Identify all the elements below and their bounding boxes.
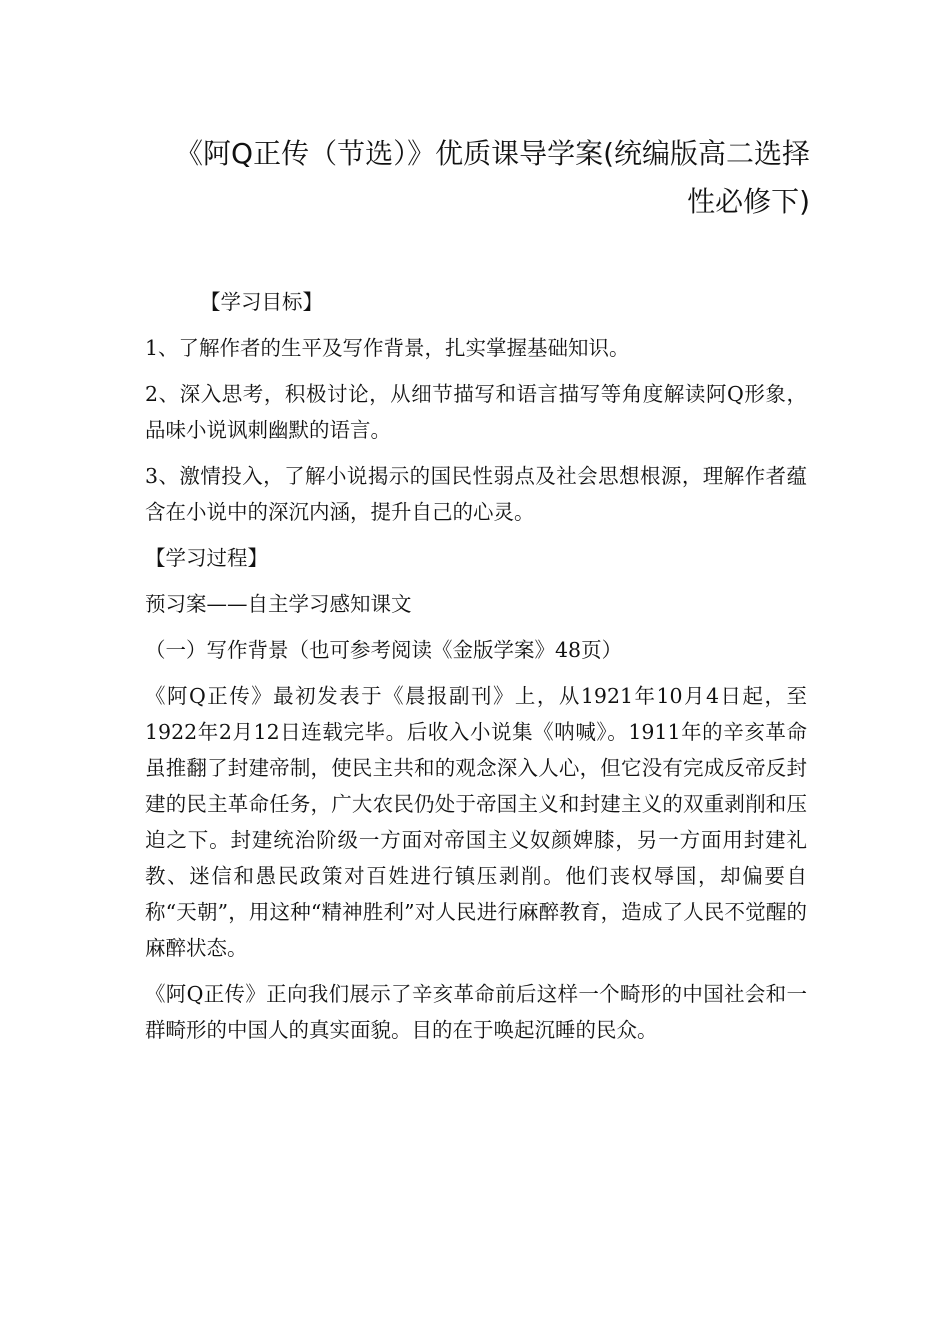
title-line-2: 性必修下) [687,185,810,218]
preview-title: 预习案——自主学习感知课文 [145,592,412,616]
background-paragraph-2: 《阿Q正传》正向我们展示了辛亥革命前后这样一个畸形的中国社会和一群畸形的中国人的真实面貌。目的在于唤起沉睡的民众。 [145,982,807,1042]
objective-item-1: 1、了解作者的生平及写作背景，扎实掌握基础知识。 [145,336,630,360]
section-1-title: （一）写作背景（也可参考阅读《金版学案》48页） [145,638,623,662]
background-paragraph-1: 《阿Q正传》最初发表于《晨报副刊》上，从1921年10月4日起，至1922年2月12日连载完毕。后收入小说集《呐喊》。1911年的辛亥革命虽推翻了封建帝制，使民主共和的观念深入人心，但它没有完成反帝反封建的民主革命任务，广大农民仍处于帝国主义和封建主义的双重剥削和压迫之下。封建统治阶级一方面对帝国主义奴颜婢膝，另一方面用封建礼教、迷信和愚民政策对百姓进行镇压剥削。他们丧权辱国，却偏要自称“天朝”，用这种“精神胜利”对人民进行麻醉教育，造成了人民不觉醒的麻醉状态。 [145,684,807,960]
objectives-heading: 【学习目标】 [200,290,323,314]
document-title [140,130,810,226]
process-heading: 【学习过程】 [145,546,268,570]
title-line-1: 《阿Q正传（节选）》优质课导学案(统编版高二选择 [175,137,810,170]
objective-item-3: 3、激情投入，了解小说揭示的国民性弱点及社会思想根源，理解作者蕴含在小说中的深沉内涵，提升自己的心灵。 [145,464,807,524]
document-body [145,284,807,1058]
objective-item-2: 2、深入思考，积极讨论，从细节描写和语言描写等角度解读阿Q形象，品味小说讽刺幽默的语言。 [145,382,807,442]
